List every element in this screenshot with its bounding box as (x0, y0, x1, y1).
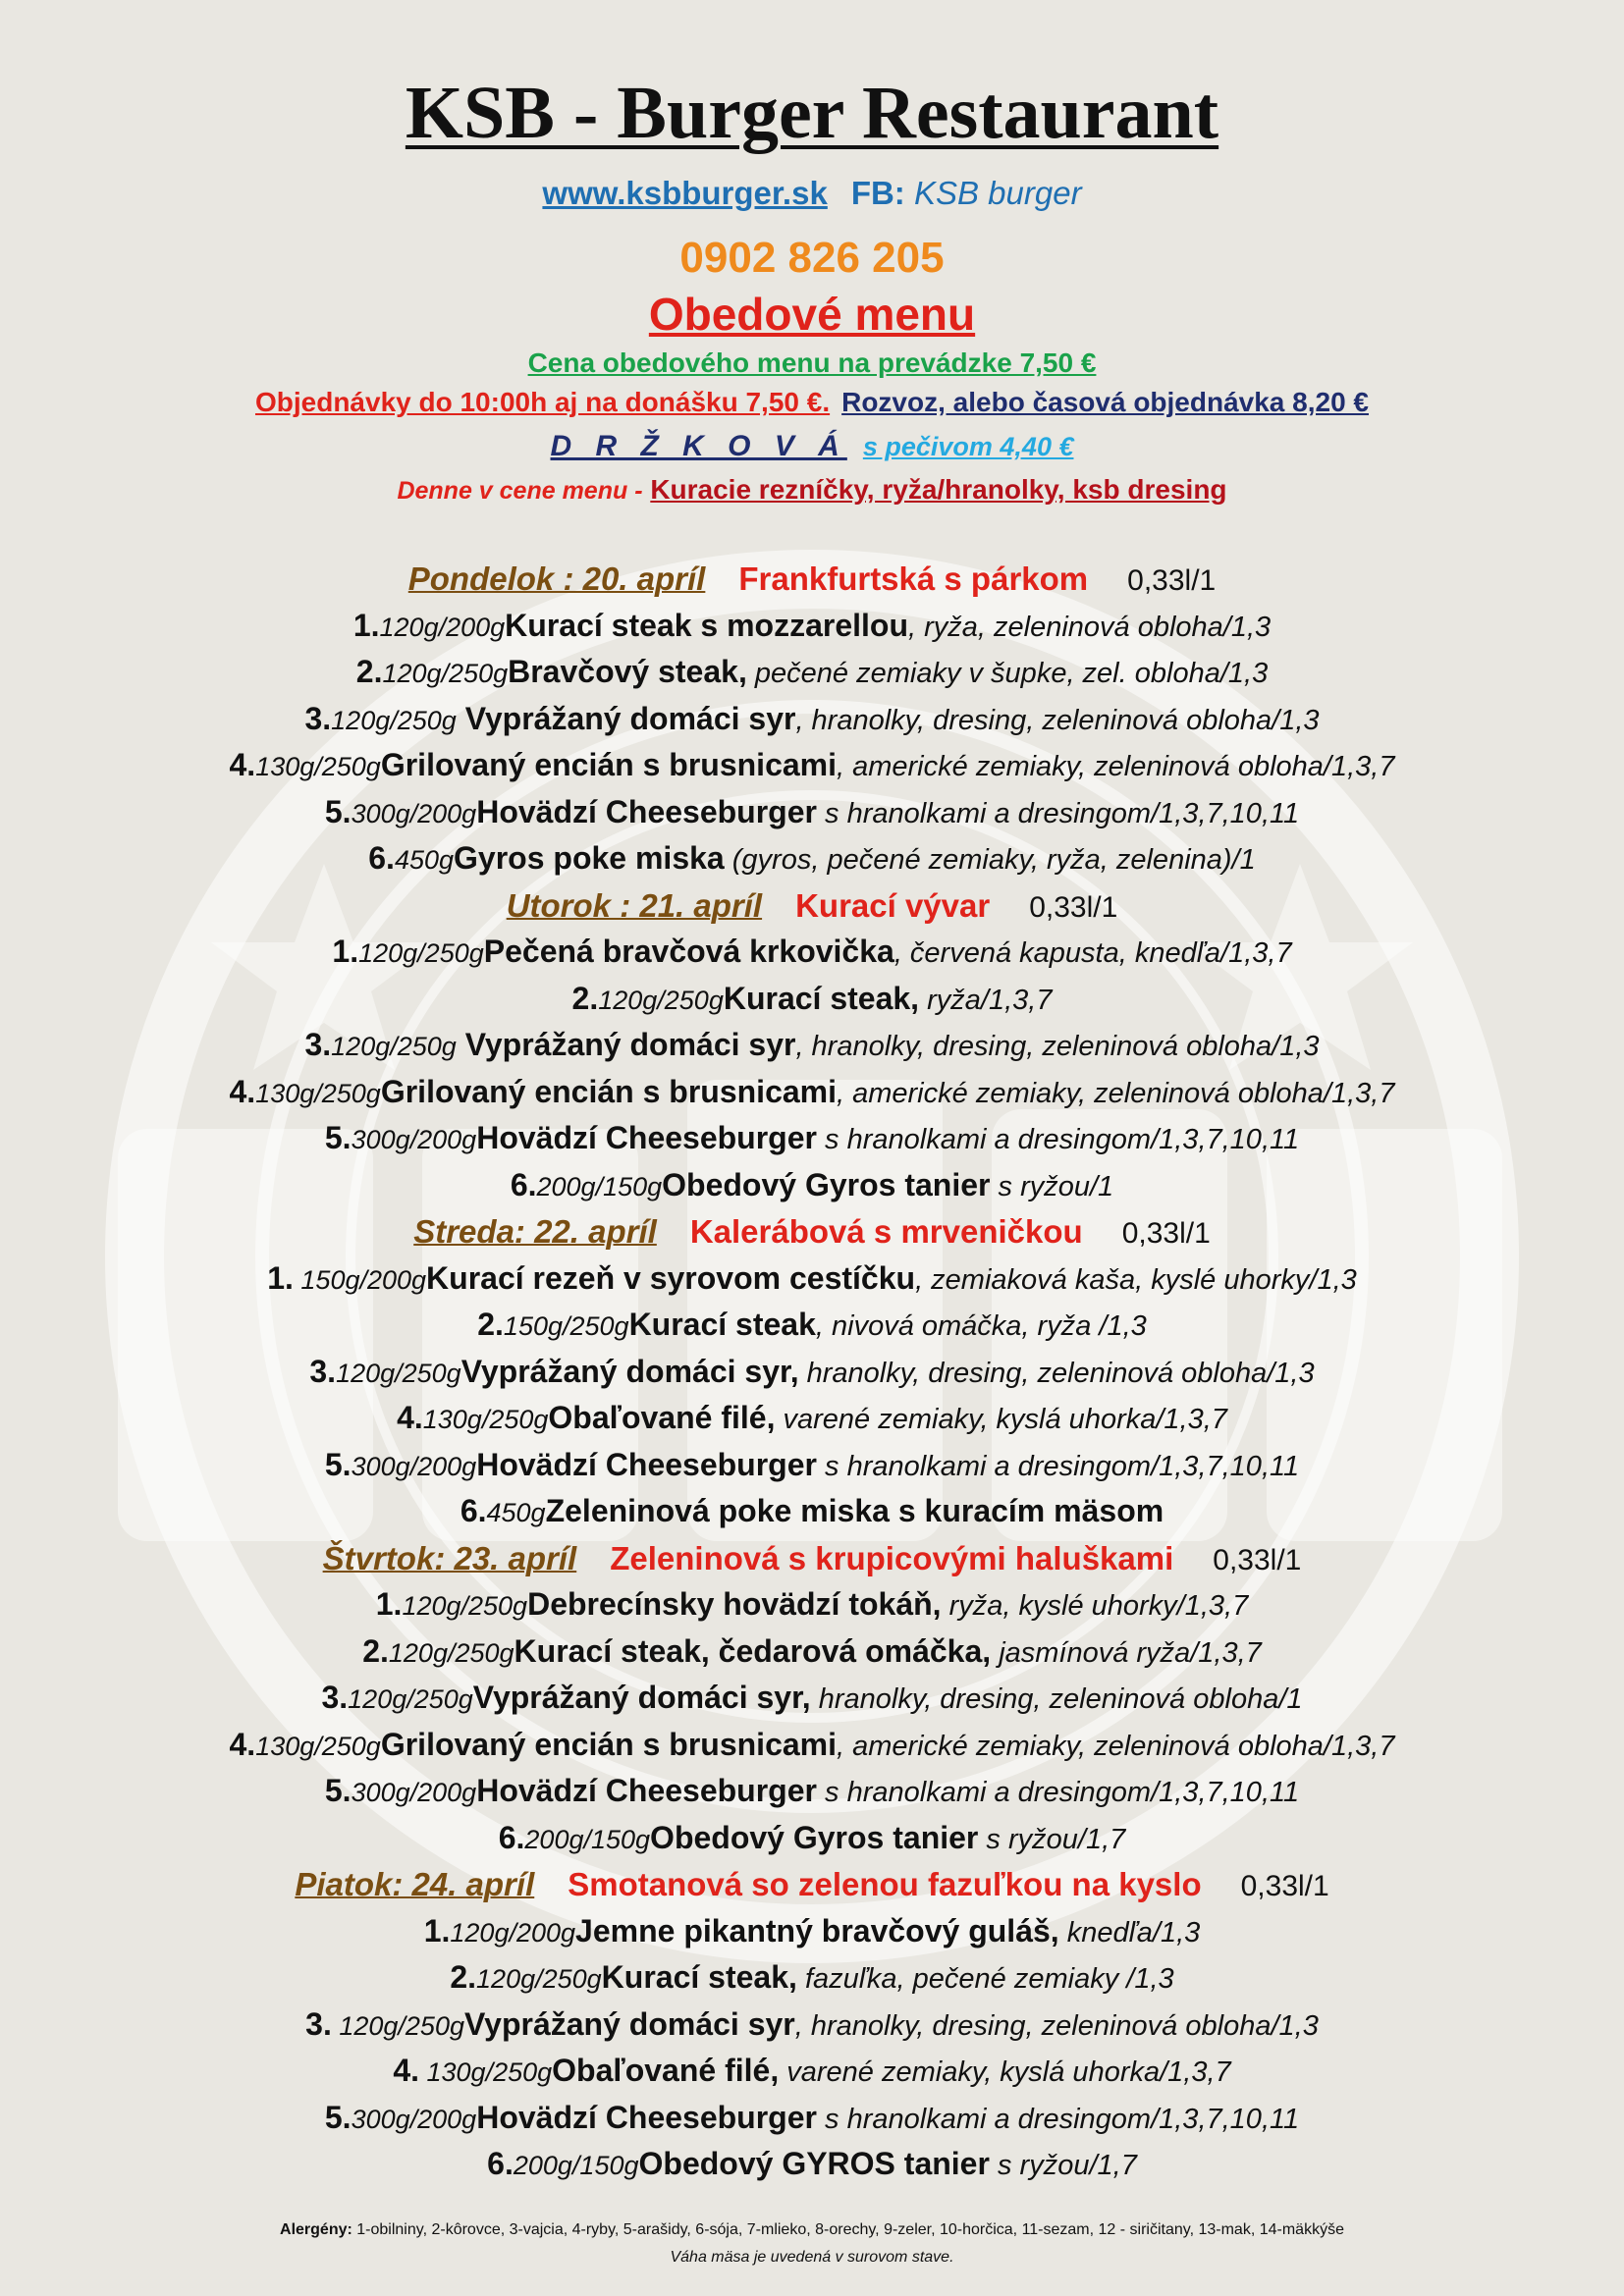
item-number: 4. (393, 2053, 419, 2088)
item-dish: Obedový Gyros tanier (662, 1166, 991, 1202)
day-name: Štvrtok: 23. apríl (322, 1539, 577, 1576)
menu-item (0, 835, 1624, 882)
special-detail: s pečivom 4,40 € (862, 432, 1074, 461)
item-number: 3. (304, 1027, 332, 1062)
item-side: , hranolky, dresing, zeleninová obloha/1,3 (795, 704, 1320, 736)
order-info (0, 387, 1624, 418)
soup-of-day: Smotanová so zelenou fazuľkou na kyslo (568, 1866, 1202, 1902)
day-header (0, 1861, 1624, 1908)
menu-item (0, 1629, 1624, 1676)
day-header (0, 556, 1624, 603)
item-weight: 120g/250g (331, 1032, 457, 1061)
item-weight: 300g/200g (351, 1451, 477, 1481)
item-number: 3. (305, 2005, 332, 2042)
item-number: 4. (229, 747, 256, 782)
delivery-line: Rozvoz, alebo časová objednávka 8,20 € (841, 387, 1370, 417)
item-side: hranolky, dresing, zeleninová obloha/1 (810, 1683, 1303, 1715)
item-number: 4. (229, 1073, 256, 1109)
menu-item (0, 2002, 1624, 2049)
item-dish: Vyprážaný domáci syr, (460, 1353, 799, 1389)
item-weight: 120g/250g (331, 705, 457, 735)
item-dish: Hovädzí Cheeseburger (476, 2099, 817, 2135)
item-number: 1. (352, 607, 380, 643)
menu-item (0, 929, 1624, 976)
item-side: , hranolky, dresing, zeleninová obloha/1,3 (795, 1031, 1320, 1062)
daily-label: Denne v cene menu - (397, 477, 643, 505)
menu-item (0, 1675, 1624, 1722)
item-number: 1. (332, 934, 359, 969)
item-number: 2. (355, 654, 383, 689)
item-side: s ryžou/1,7 (989, 2150, 1137, 2181)
item-number: 5. (324, 1120, 352, 1155)
item-number: 5. (324, 793, 352, 829)
menu-item (0, 1069, 1624, 1116)
menu-item (0, 1908, 1624, 1955)
item-weight: 300g/200g (351, 2104, 477, 2134)
item-side: varené zemiaky, kyslá uhorka/1,3,7 (775, 1404, 1227, 1435)
menu-item (0, 1255, 1624, 1303)
menu-item (0, 1022, 1624, 1069)
item-weight: 150g/250g (503, 1311, 629, 1341)
item-dish: Vyprážaný domáci syr (463, 2005, 795, 2042)
item-dish: Obaľované filé, (552, 2053, 780, 2088)
item-weight: 130g/250g (422, 1405, 549, 1434)
menu-title: Obedové menu (648, 289, 976, 340)
item-number: 1. (423, 1912, 451, 1949)
website-link[interactable]: www.ksbburger.sk (542, 175, 828, 211)
item-weight: 120g/250g (402, 1591, 528, 1621)
item-weight: 120g/250g (598, 985, 724, 1015)
day-name: Pondelok : 20. apríl (407, 561, 706, 597)
fb-name: KSB burger (913, 175, 1082, 211)
item-weight: 130g/250g (255, 1731, 381, 1761)
price-line: Cena obedového menu na prevádzke 7,50 € (527, 347, 1097, 378)
contact-line (0, 175, 1624, 212)
item-side: , americké zemiaky, zeleninová obloha/1,3,7 (837, 1077, 1395, 1109)
item-dish: Hovädzí Cheeseburger (476, 793, 817, 829)
item-number: 4. (229, 1726, 256, 1762)
item-number: 2. (450, 1959, 477, 1995)
item-dish: Pečená bravčová krkovička (483, 934, 894, 969)
menu-item (0, 1442, 1624, 1489)
item-dish: Obedový GYROS tanier (638, 2146, 990, 2181)
menu-item (0, 696, 1624, 743)
item-dish: Bravčový steak, (508, 654, 747, 689)
item-weight: 120g/250g (331, 2010, 464, 2041)
phone-number: 0902 826 205 (679, 234, 945, 282)
item-dish: Kurací steak (628, 1307, 816, 1342)
item-weight: 120g/250g (382, 659, 509, 688)
item-number: 2. (571, 980, 599, 1016)
item-number: 1. (375, 1586, 403, 1622)
daily-offer (0, 474, 1624, 506)
menu-item (0, 1395, 1624, 1442)
item-side: , hranolky, dresing, zeleninová obloha/1,3 (794, 2009, 1319, 2042)
item-side: , zemiaková kaša, kyslé uhorky/1,3 (915, 1263, 1357, 1296)
item-dish: Jemne pikantný bravčový guláš, (575, 1912, 1059, 1949)
item-dish: Kurací steak, (723, 980, 920, 1016)
item-number: 2. (362, 1632, 389, 1669)
item-number: 6. (510, 1166, 537, 1202)
item-weight: 300g/200g (351, 798, 477, 828)
allergens-list: 1-obilniny, 2-kôrovce, 3-vajcia, 4-ryby, 5-arašidy, 6-sója, 7-mlieko, 8-orechy, 9-zeler, 10-horčica, 11-sezam, 12 - siričitany, 13-mak, 14-mäkkýše (352, 2221, 1344, 2238)
item-weight: 450g (486, 1498, 546, 1527)
item-weight: 120g/200g (379, 612, 506, 642)
item-number: 6. (498, 1819, 525, 1855)
item-side: , červená kapusta, knedľa/1,3,7 (893, 937, 1292, 969)
item-dish: Obaľované filé, (548, 1400, 776, 1435)
item-dish: Hovädzí Cheeseburger (476, 1773, 817, 1808)
item-weight: 120g/250g (476, 1964, 602, 1994)
item-side: s ryžou/1,7 (978, 1823, 1126, 1855)
item-weight: 150g/200g (293, 1264, 427, 1295)
item-side: hranolky, dresing, zeleninová obloha/1,3 (798, 1357, 1315, 1389)
soup-of-day: Kurací vývar (795, 886, 991, 924)
item-dish: Kurací steak, čedarová omáčka, (514, 1632, 992, 1669)
daily-value: Kuracie rezníčky, ryža/hranolky, ksb dresing (650, 474, 1227, 505)
item-dish: Gyros poke miska (454, 840, 725, 876)
item-number: 5. (324, 1446, 352, 1482)
item-weight: 120g/250g (388, 1637, 514, 1668)
item-side: fazuľka, pečené zemiaky /1,3 (796, 1963, 1174, 1995)
item-number: 6. (460, 1493, 487, 1528)
item-weight: 120g/250g (358, 938, 484, 968)
item-dish: Hovädzí Cheeseburger (476, 1120, 817, 1155)
item-side: s hranolkami a dresingom/1,3,7,10,11 (816, 1124, 1300, 1155)
item-weight: 200g/150g (536, 1171, 663, 1201)
menu-item (0, 1302, 1624, 1349)
item-side: s hranolkami a dresingom/1,3,7,10,11 (816, 1450, 1300, 1482)
item-weight: 130g/250g (419, 2057, 553, 2087)
menu-item (0, 742, 1624, 789)
special-soup (0, 430, 1624, 463)
menu-item (0, 1115, 1624, 1162)
item-dish: Grilovaný encián s brusnicami (380, 1726, 837, 1762)
menu-item (0, 1815, 1624, 1862)
item-number: 6. (487, 2146, 514, 2181)
item-weight: 130g/250g (255, 752, 381, 781)
item-side: s hranolkami a dresingom/1,3,7,10,11 (816, 1777, 1300, 1808)
item-side: ryža/1,3,7 (919, 984, 1053, 1016)
soup-volume: 0,33l/1 (1240, 1870, 1329, 1902)
restaurant-title: KSB - Burger Restaurant (405, 72, 1219, 154)
item-weight: 200g/150g (524, 1824, 651, 1854)
item-dish: Grilovaný encián s brusnicami (380, 1073, 837, 1109)
day-name: Streda: 22. apríl (413, 1213, 657, 1250)
item-weight: 450g (394, 845, 455, 875)
item-dish: Zeleninová poke miska s kuracím mäsom (545, 1493, 1164, 1528)
day-name: Piatok: 24. apríl (295, 1866, 535, 1902)
allergens-line (0, 2221, 1624, 2239)
day-header (0, 1535, 1624, 1582)
menu-item (0, 603, 1624, 650)
menu-item (0, 1954, 1624, 2002)
item-dish: Vyprážaný domáci syr, (472, 1680, 811, 1715)
menu-item (0, 976, 1624, 1023)
soup-of-day: Frankfurtská s párkom (738, 561, 1089, 597)
item-number: 1. (267, 1259, 294, 1296)
item-number: 2. (477, 1307, 504, 1342)
item-side: , americké zemiaky, zeleninová obloha/1,3,7 (837, 751, 1395, 782)
menu-item (0, 2095, 1624, 2142)
item-dish: Obedový Gyros tanier (650, 1819, 979, 1855)
soup-volume: 0,33l/1 (1121, 1217, 1211, 1250)
menu-item (0, 1162, 1624, 1209)
item-dish: Kurací rezeň v syrovom cestíčku (426, 1259, 916, 1296)
menu-item (0, 2048, 1624, 2095)
item-number: 4. (397, 1400, 423, 1435)
weight-note: Váha mäsa je uvedená v surovom stave. (670, 2249, 954, 2266)
item-dish: Grilovaný encián s brusnicami (380, 747, 837, 782)
item-dish: Hovädzí Cheeseburger (476, 1446, 817, 1482)
item-weight: 300g/200g (351, 1125, 477, 1154)
item-side: jasmínová ryža/1,3,7 (991, 1636, 1262, 1669)
item-side: varené zemiaky, kyslá uhorka/1,3,7 (779, 2056, 1231, 2088)
day-header (0, 882, 1624, 930)
menu-item (0, 789, 1624, 836)
weekly-menu (0, 556, 1624, 2188)
item-dish: Kurací steak s mozzarellou (505, 607, 908, 643)
special-name: D R Ž K O V Á (550, 430, 847, 462)
item-side: knedľa/1,3 (1058, 1916, 1201, 1949)
item-weight: 130g/250g (255, 1078, 381, 1108)
item-number: 3. (304, 700, 332, 736)
day-header (0, 1208, 1624, 1255)
item-side: pečené zemiaky v šupke, zel. obloha/1,3 (746, 658, 1269, 689)
item-number: 3. (309, 1353, 337, 1389)
menu-item (0, 1488, 1624, 1535)
menu-item (0, 1722, 1624, 1769)
item-weight: 120g/200g (450, 1917, 576, 1948)
item-side: , nivová omáčka, ryža /1,3 (815, 1310, 1147, 1342)
menu-item (0, 1349, 1624, 1396)
menu-item (0, 1581, 1624, 1629)
item-dish: Vyprážaný domáci syr (456, 700, 796, 736)
item-number: 5. (324, 2099, 352, 2135)
item-dish: Vyprážaný domáci syr (456, 1027, 796, 1062)
item-side: (gyros, pečené zemiaky, ryža, zelenina)/1 (724, 844, 1256, 876)
item-weight: 200g/150g (513, 2151, 639, 2180)
item-weight: 120g/250g (336, 1358, 461, 1388)
item-weight: 120g/250g (348, 1684, 473, 1714)
menu-item (0, 2141, 1624, 2188)
soup-volume: 0,33l/1 (1029, 890, 1118, 924)
item-dish: Kurací steak, (601, 1959, 797, 1995)
item-side: s hranolkami a dresingom/1,3,7,10,11 (816, 797, 1300, 829)
item-side: ryža, kyslé uhorky/1,3,7 (941, 1590, 1249, 1622)
item-number: 5. (324, 1773, 352, 1808)
menu-item (0, 1768, 1624, 1815)
item-weight: 300g/200g (351, 1778, 477, 1807)
item-number: 6. (368, 840, 395, 876)
menu-item (0, 649, 1624, 696)
order-line: Objednávky do 10:00h aj na donášku 7,50 €. (254, 387, 831, 417)
soup-of-day: Zeleninová s krupicovými haluškami (610, 1539, 1174, 1576)
allergens-label: Alergény: (280, 2221, 352, 2238)
fb-label: FB: (850, 175, 905, 211)
soup-volume: 0,33l/1 (1127, 564, 1217, 597)
item-number: 3. (321, 1680, 349, 1715)
item-side: , ryža, zeleninová obloha/1,3 (907, 611, 1272, 643)
day-name: Utorok : 21. apríl (506, 886, 763, 924)
soup-of-day: Kalerábová s mrveničkou (689, 1213, 1083, 1250)
item-dish: Debrecínsky hovädzí tokáň, (527, 1586, 942, 1622)
item-side: s hranolkami a dresingom/1,3,7,10,11 (816, 2103, 1300, 2135)
item-side: s ryžou/1 (990, 1170, 1114, 1202)
item-side: , americké zemiaky, zeleninová obloha/1,3,7 (837, 1730, 1395, 1762)
soup-volume: 0,33l/1 (1213, 1543, 1302, 1576)
